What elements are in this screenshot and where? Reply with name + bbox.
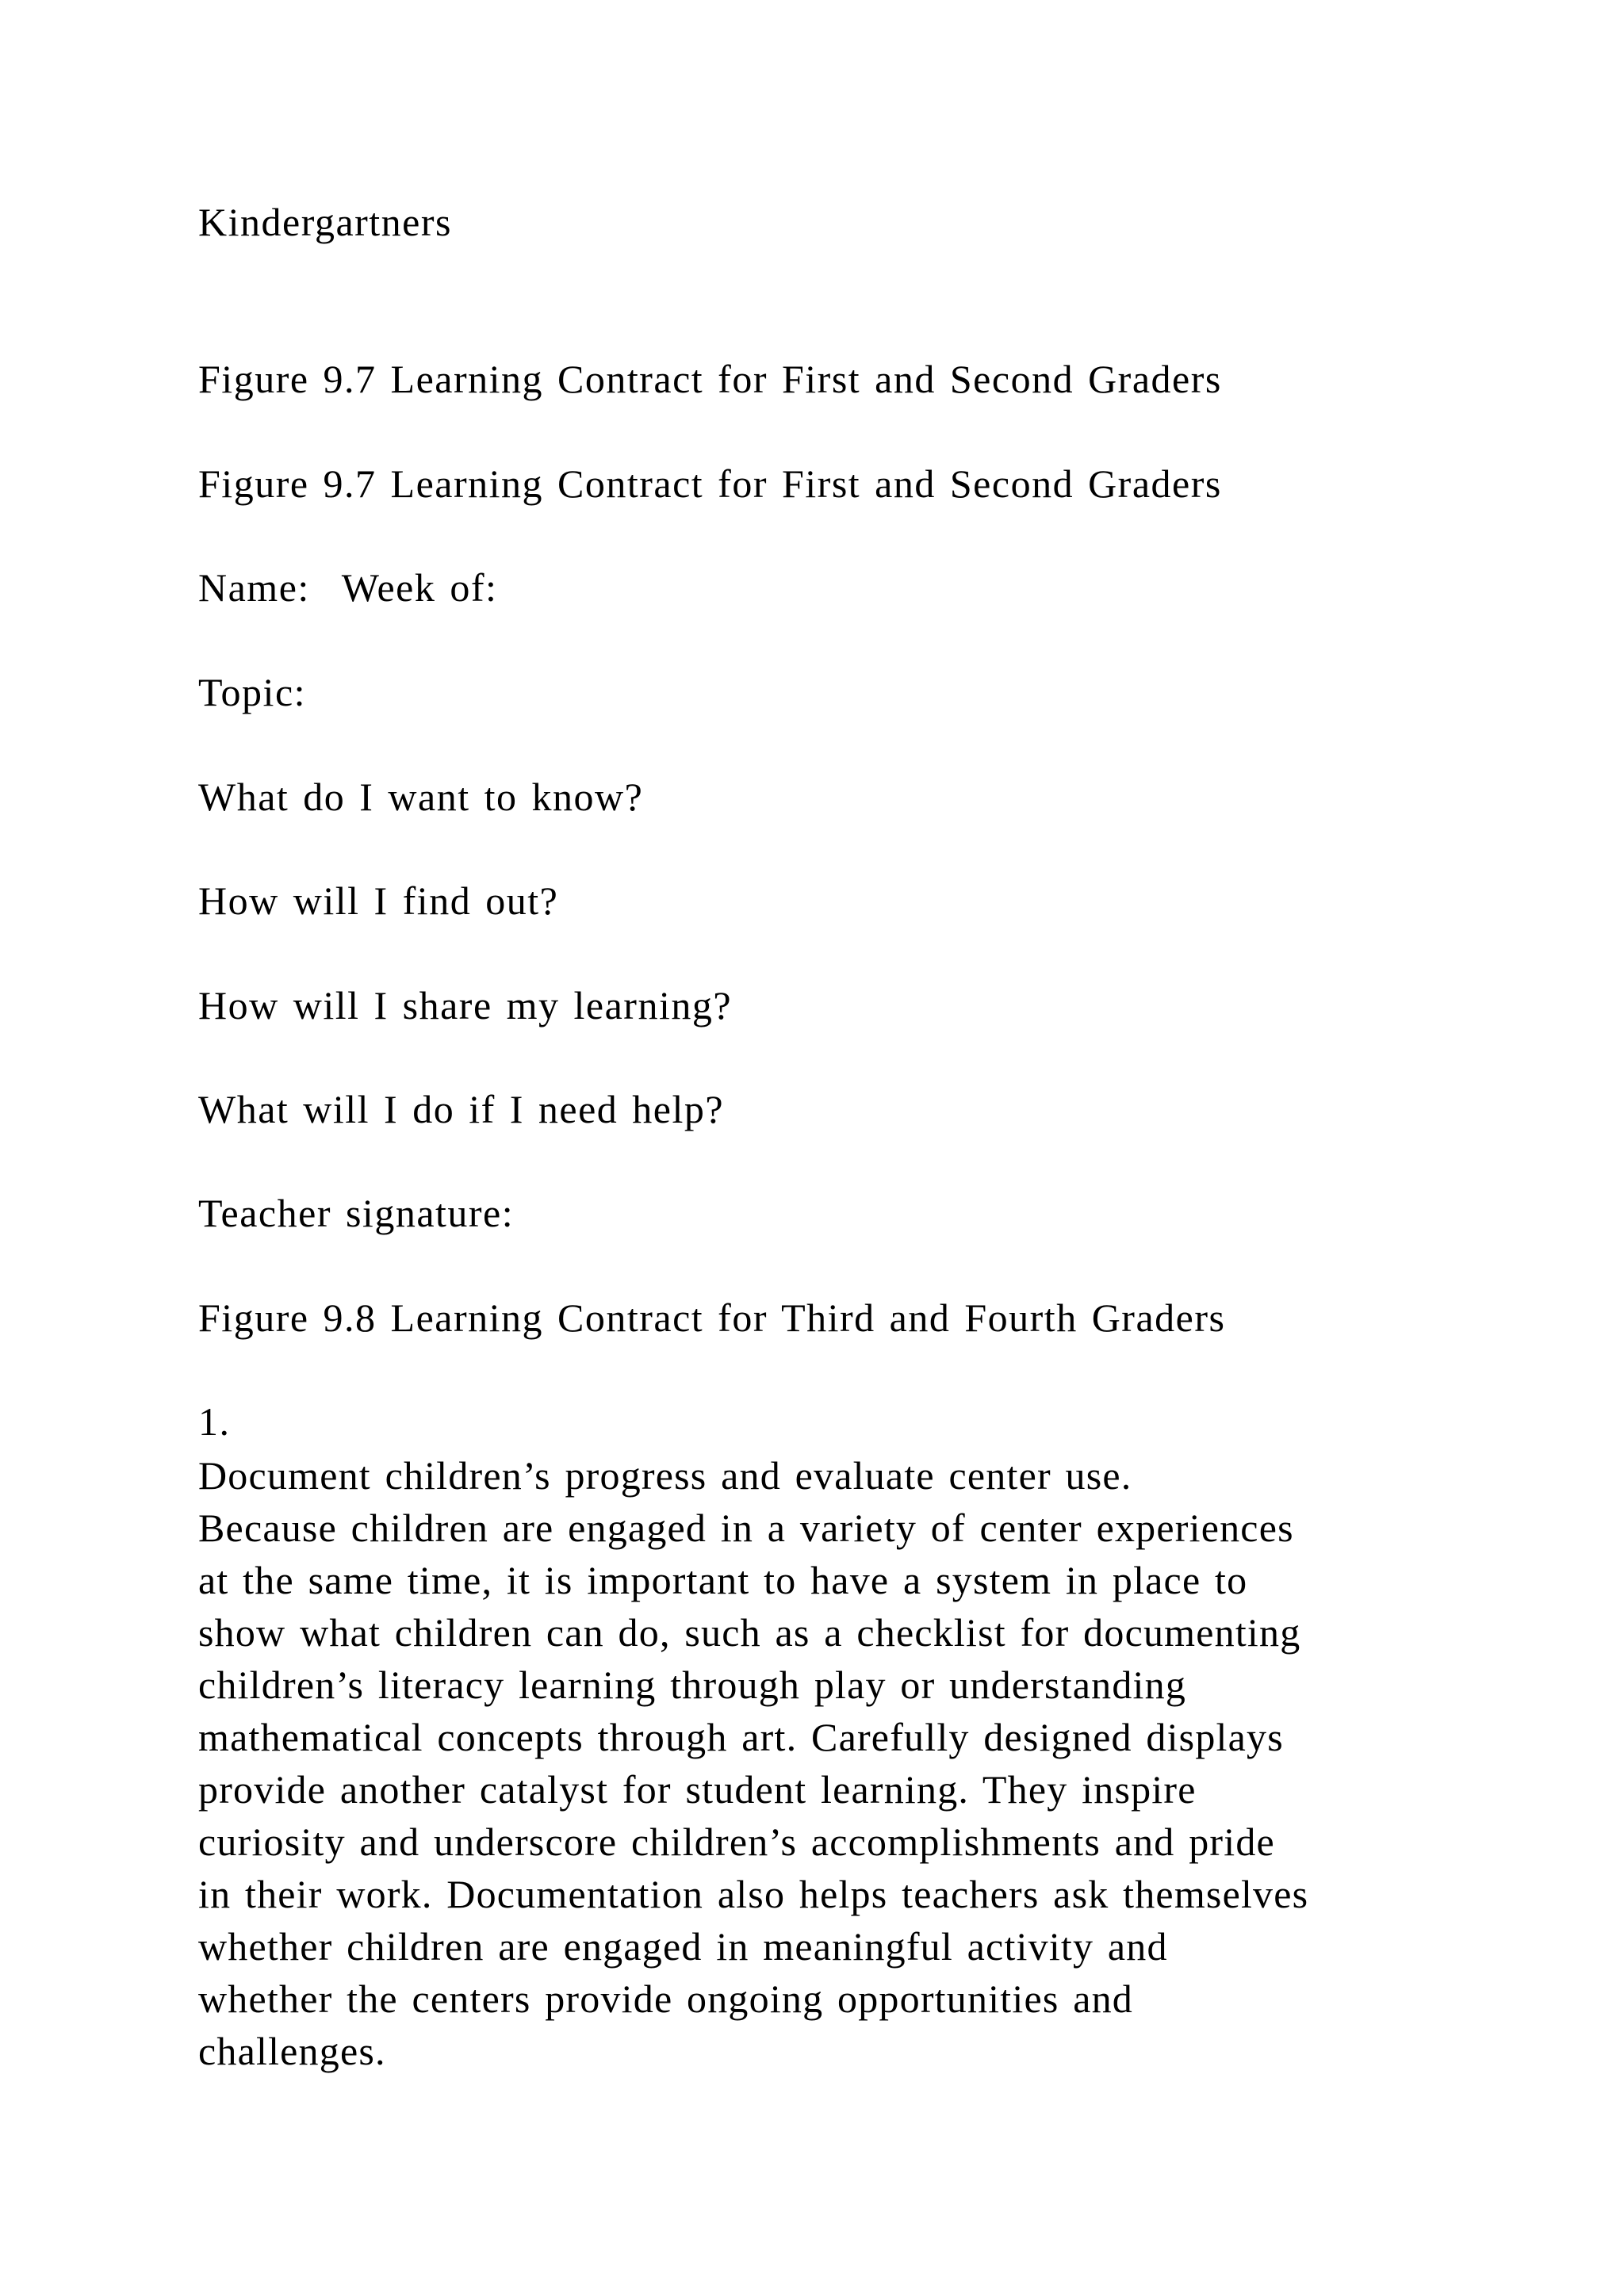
question-share-learning: How will I share my learning? bbox=[198, 983, 733, 1027]
question-want-to-know: What do I want to know? bbox=[198, 775, 644, 819]
teacher-signature-label: Teacher signature: bbox=[198, 1191, 515, 1235]
figure-9-8-caption: Figure 9.8 Learning Contract for Third and Fourth Graders bbox=[198, 1295, 1226, 1340]
paragraph-line: challenges. bbox=[198, 2029, 386, 2073]
paragraph-line: Because children are engaged in a variety of center experiences bbox=[198, 1506, 1294, 1550]
question-find-out: How will I find out? bbox=[198, 878, 559, 923]
week-of-label: Week of: bbox=[341, 565, 498, 610]
topic-label: Topic: bbox=[198, 670, 307, 714]
paragraph-line: mathematical concepts through art. Carefully designed displays bbox=[198, 1715, 1284, 1759]
paragraph-line: whether children are engaged in meaningful activity and bbox=[198, 1924, 1168, 1969]
list-number: 1. bbox=[198, 1399, 231, 1444]
body-paragraph bbox=[198, 1449, 1435, 2077]
question-need-help: What will I do if I need help? bbox=[198, 1087, 725, 1131]
heading-kindergartners: Kindergartners bbox=[198, 200, 452, 244]
paragraph-line: show what children can do, such as a checklist for documenting bbox=[198, 1610, 1301, 1655]
name-label: Name: bbox=[198, 565, 310, 610]
paragraph-line: children’s literacy learning through play or understanding bbox=[198, 1663, 1187, 1707]
paragraph-line: curiosity and underscore children’s accomplishments and pride bbox=[198, 1820, 1275, 1864]
figure-9-7-caption-repeat: Figure 9.7 Learning Contract for First and Second Graders bbox=[198, 461, 1222, 506]
figure-9-7-caption: Figure 9.7 Learning Contract for First and Second Graders bbox=[198, 357, 1222, 401]
paragraph-line: Document children’s progress and evaluate center use. bbox=[198, 1453, 1132, 1498]
name-week-row bbox=[198, 564, 497, 611]
paragraph-line: whether the centers provide ongoing opportunities and bbox=[198, 1976, 1133, 2021]
paragraph-line: at the same time, it is important to have a system in place to bbox=[198, 1558, 1248, 1602]
paragraph-line: in their work. Documentation also helps teachers ask themselves bbox=[198, 1872, 1309, 1916]
paragraph-line: provide another catalyst for student learning. They inspire bbox=[198, 1767, 1197, 1812]
